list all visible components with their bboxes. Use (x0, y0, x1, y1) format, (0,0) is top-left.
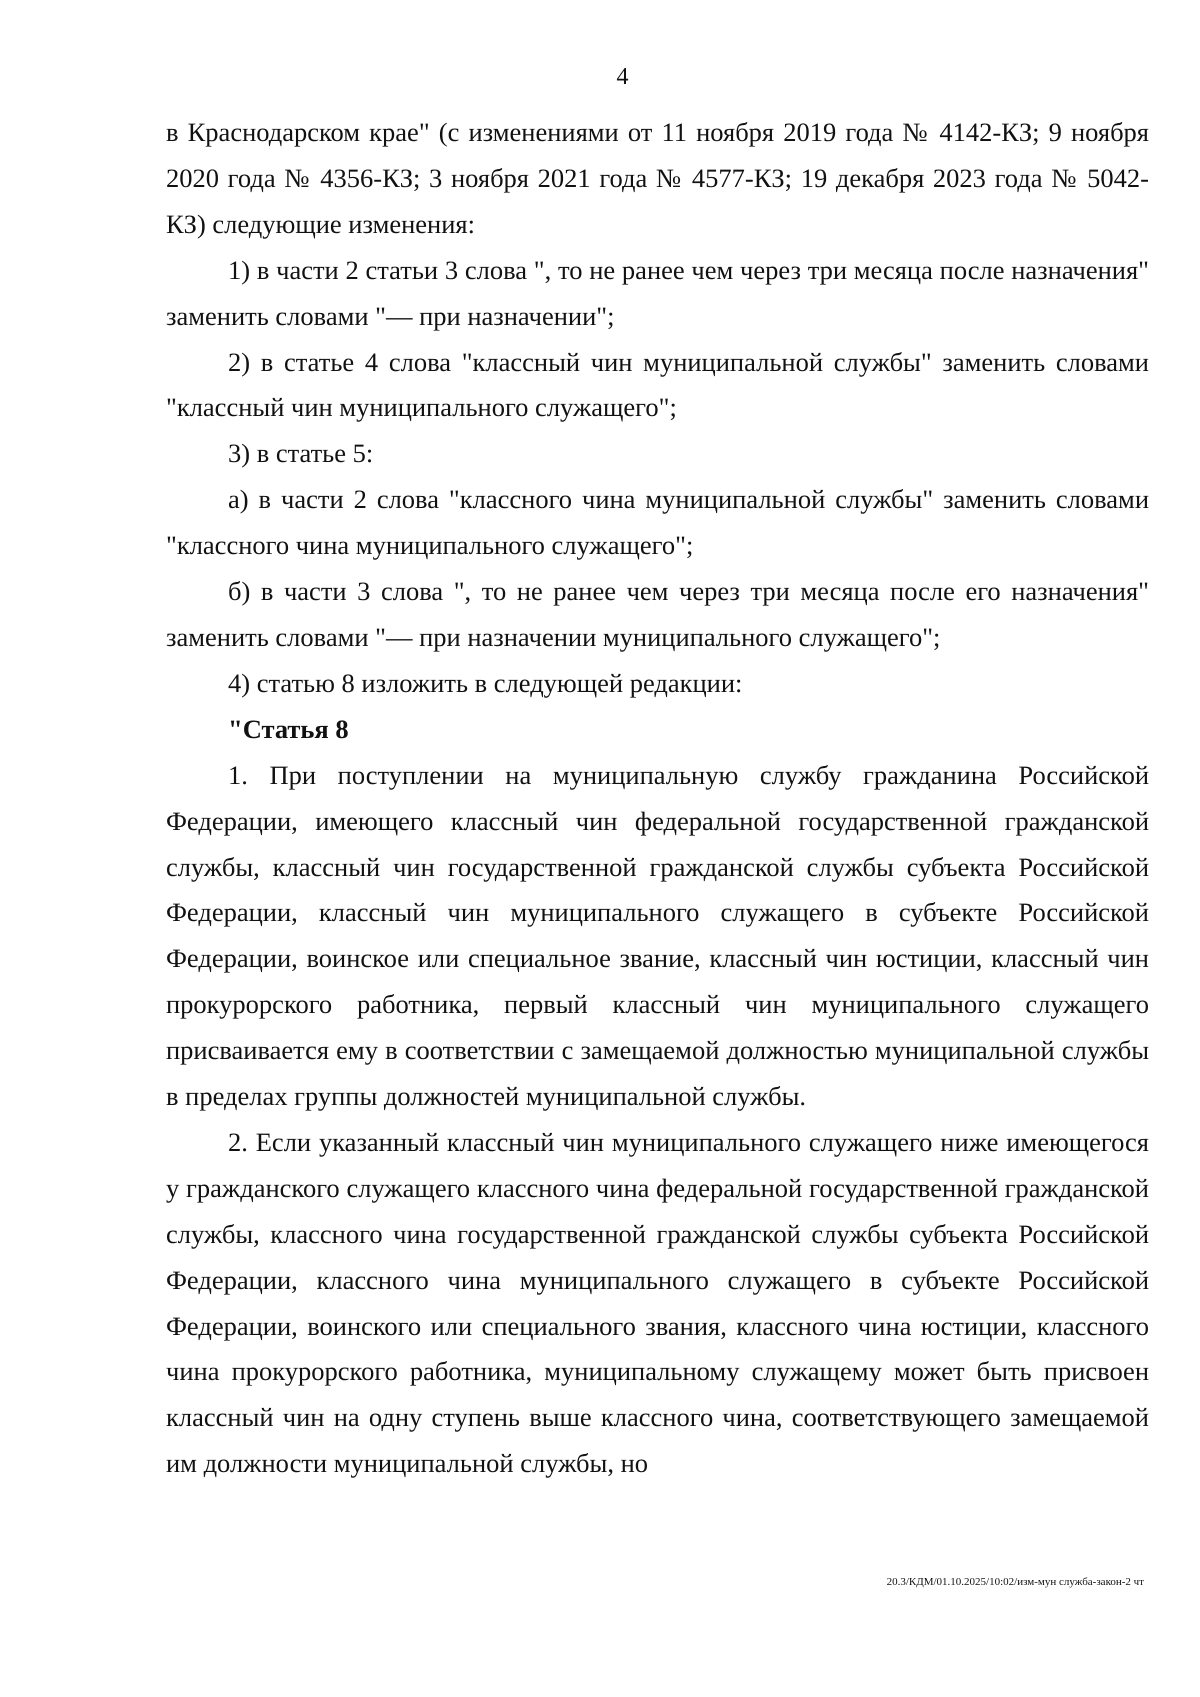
paragraph-item-3a: а) в части 2 слова "классного чина муниципальной службы" заменить словами "классного чина муниципального служащего"; (166, 484, 1149, 561)
paragraph-continuation: в Краснодарском крае" (с изменениями от 11 ноября 2019 года № 4142-КЗ; 9 ноября 2020 года № 4356-КЗ; 3 ноября 2021 года № 4577-КЗ; 19 декабря 2023 года № 5042-КЗ) следующие изменения: (166, 117, 1149, 239)
article-heading: "Статья 8 (228, 713, 349, 744)
paragraph-item-1: 1) в части 2 статьи 3 слова ", то не ранее чем через три месяца после назначения" заменить словами "— при назначении"; (166, 254, 1149, 331)
footer-document-code: 20.3/КДМ/01.10.2025/10:02/изм-мун служба-закон-2 чт (886, 1576, 1144, 1588)
article-part-2: 2. Если указанный классный чин муниципального служащего ниже имеющегося у гражданского служащего классного чина федеральной государственной гражданской службы, классного чина государственной гражданской службы субъекта Российской Федерации, классного чина муниципального служащего в субъекте Российской Федерации, воинского или специального звания, классного чина юстиции, классного чина прокурорского работника, муниципальному служащему может быть присвоен классный чин на одну ступень выше классного чина, соответствующего замещаемой им должности муниципальной службы, но (166, 1126, 1149, 1479)
paragraph-item-4: 4) статью 8 изложить в следующей редакции: (228, 667, 743, 698)
article-part-1: 1. При поступлении на муниципальную службу гражданина Российской Федерации, имеющего классный чин федеральной государственной гражданской службы, классный чин государственной гражданской службы субъекта Российской Федерации, классный чин муниципального служащего в субъекте Российской Федерации, воинское или специальное звание, классный чин юстиции, классный чин прокурорского работника, первый классный чин муниципального служащего присваивается ему в соответствии с замещаемой должностью муниципальной службы в пределах группы должностей муниципальной службы. (166, 759, 1149, 1112)
page-number: 4 (616, 64, 629, 90)
paragraph-item-2: 2) в статье 4 слова "классный чин муниципальной службы" заменить словами "классный чин муниципального служащего"; (166, 346, 1149, 423)
paragraph-item-3b: б) в части 3 слова ", то не ранее чем через три месяца после его назначения" заменить словами "— при назначении муниципального служащего"; (166, 576, 1149, 652)
paragraph-item-3: 3) в статье 5: (228, 438, 374, 469)
document-body (166, 110, 1149, 1487)
